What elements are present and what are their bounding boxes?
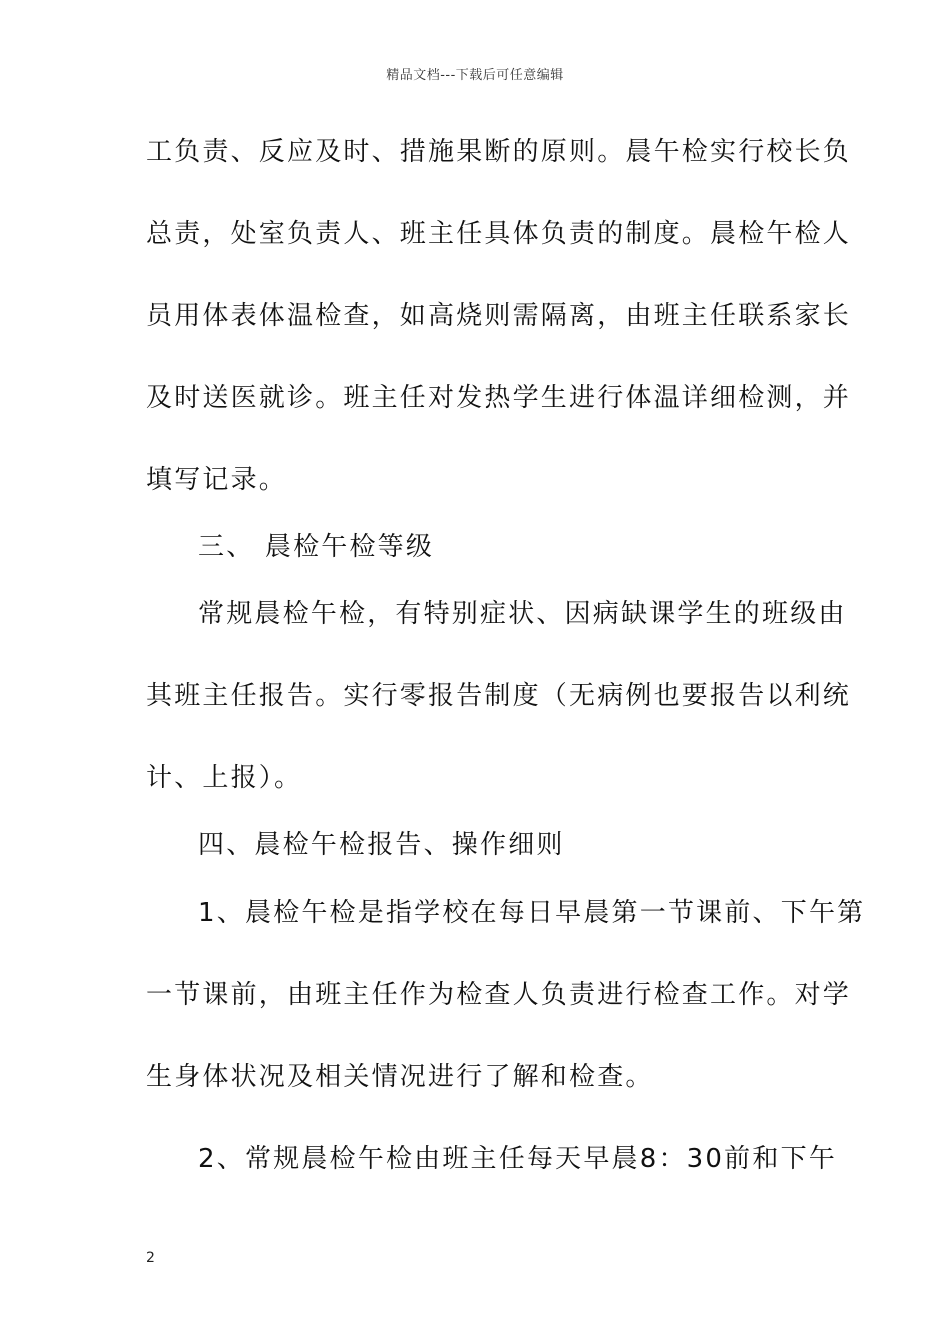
body-line: 及时送医就诊。班主任对发热学生进行体温详细检测，并 <box>146 383 852 413</box>
body-line: 2、常规晨检午检由班主任每天早晨8：30前和下午 <box>198 1144 837 1174</box>
body-line: 总责，处室负责人、班主任具体负责的制度。晨检午检人 <box>146 219 852 249</box>
body-line: 1、晨检午检是指学校在每日早晨第一节课前、下午第 <box>198 898 866 928</box>
section-3-body <box>146 573 852 819</box>
body-line: 生身体状况及相关情况进行了解和检查。 <box>146 1062 654 1092</box>
page-number: 2 <box>146 1250 155 1266</box>
body-line: 员用体表体温检查，如高烧则需隔离，由班主任联系家长 <box>146 301 852 331</box>
body-line: 工负责、反应及时、措施果断的原则。晨午检实行校长负 <box>146 137 852 167</box>
body-line: 其班主任报告。实行零报告制度（无病例也要报告以利统 <box>146 681 852 711</box>
body-line: 填写记录。 <box>146 465 288 495</box>
section-heading: 三、 晨检午检等级 <box>198 532 435 562</box>
section-4-body <box>146 872 866 1200</box>
body-line: 计、上报）。 <box>146 763 303 793</box>
body-line: 常规晨检午检，有特别症状、因病缺课学生的班级由 <box>198 599 847 629</box>
body-line: 一节课前，由班主任作为检查人负责进行检查工作。对学 <box>146 980 852 1010</box>
section-heading: 四、晨检午检报告、操作细则 <box>198 830 565 860</box>
document-body <box>146 111 852 521</box>
page-header: 精品文档---下载后可任意编辑 <box>386 68 564 83</box>
